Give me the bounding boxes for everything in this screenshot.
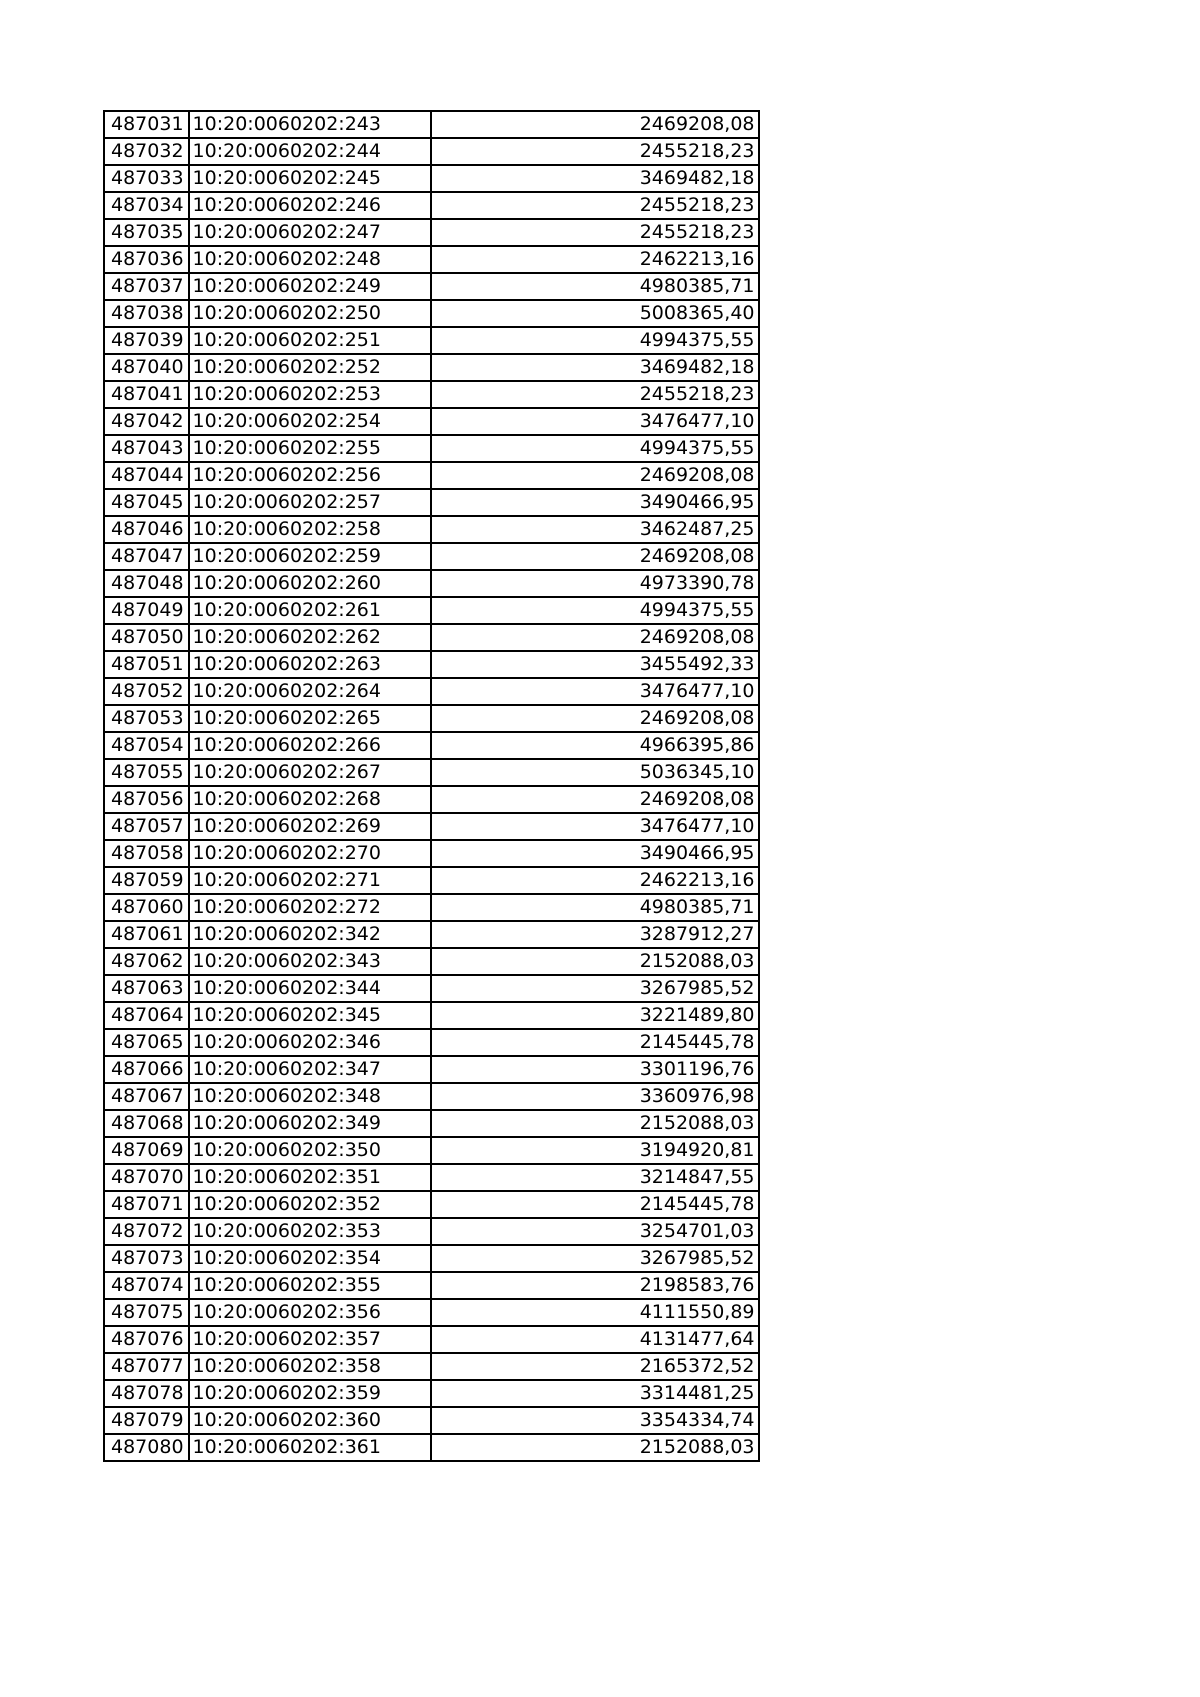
row-number-cell: 487074 — [104, 1272, 189, 1299]
row-number-cell: 487077 — [104, 1353, 189, 1380]
table-row — [104, 219, 759, 246]
value-cell: 2469208,08 — [431, 705, 759, 732]
value-cell: 4980385,71 — [431, 894, 759, 921]
table-row — [104, 921, 759, 948]
row-number-cell: 487070 — [104, 1164, 189, 1191]
cadastral-number-cell: 10:20:0060202:265 — [189, 705, 431, 732]
row-number-cell: 487076 — [104, 1326, 189, 1353]
value-cell: 4980385,71 — [431, 273, 759, 300]
cadastral-value-table — [103, 110, 760, 1462]
table-row — [104, 1353, 759, 1380]
table-row — [104, 1245, 759, 1272]
row-number-cell: 487051 — [104, 651, 189, 678]
table-row — [104, 1029, 759, 1056]
value-cell: 2469208,08 — [431, 543, 759, 570]
value-cell: 3490466,95 — [431, 840, 759, 867]
value-cell: 2165372,52 — [431, 1353, 759, 1380]
table-row — [104, 894, 759, 921]
cadastral-number-cell: 10:20:0060202:255 — [189, 435, 431, 462]
cadastral-number-cell: 10:20:0060202:358 — [189, 1353, 431, 1380]
table-row — [104, 327, 759, 354]
value-cell: 2469208,08 — [431, 462, 759, 489]
value-cell: 3455492,33 — [431, 651, 759, 678]
cadastral-number-cell: 10:20:0060202:352 — [189, 1191, 431, 1218]
table-row — [104, 516, 759, 543]
cadastral-number-cell: 10:20:0060202:245 — [189, 165, 431, 192]
table-row — [104, 597, 759, 624]
value-cell: 4111550,89 — [431, 1299, 759, 1326]
cadastral-number-cell: 10:20:0060202:359 — [189, 1380, 431, 1407]
table-row — [104, 1326, 759, 1353]
table-row — [104, 1407, 759, 1434]
table-row — [104, 165, 759, 192]
table-row — [104, 975, 759, 1002]
cadastral-number-cell: 10:20:0060202:346 — [189, 1029, 431, 1056]
row-number-cell: 487048 — [104, 570, 189, 597]
cadastral-number-cell: 10:20:0060202:360 — [189, 1407, 431, 1434]
row-number-cell: 487079 — [104, 1407, 189, 1434]
row-number-cell: 487044 — [104, 462, 189, 489]
row-number-cell: 487068 — [104, 1110, 189, 1137]
table-row — [104, 138, 759, 165]
cadastral-number-cell: 10:20:0060202:361 — [189, 1434, 431, 1461]
value-cell: 3476477,10 — [431, 408, 759, 435]
row-number-cell: 487069 — [104, 1137, 189, 1164]
cadastral-number-cell: 10:20:0060202:264 — [189, 678, 431, 705]
cadastral-number-cell: 10:20:0060202:248 — [189, 246, 431, 273]
table-body — [104, 111, 759, 1461]
value-cell: 3314481,25 — [431, 1380, 759, 1407]
cadastral-number-cell: 10:20:0060202:267 — [189, 759, 431, 786]
value-cell: 4994375,55 — [431, 327, 759, 354]
table-row — [104, 1056, 759, 1083]
value-cell: 3476477,10 — [431, 813, 759, 840]
table-row — [104, 408, 759, 435]
row-number-cell: 487067 — [104, 1083, 189, 1110]
value-cell: 2462213,16 — [431, 246, 759, 273]
row-number-cell: 487041 — [104, 381, 189, 408]
cadastral-number-cell: 10:20:0060202:254 — [189, 408, 431, 435]
row-number-cell: 487055 — [104, 759, 189, 786]
value-cell: 4973390,78 — [431, 570, 759, 597]
row-number-cell: 487078 — [104, 1380, 189, 1407]
cadastral-number-cell: 10:20:0060202:345 — [189, 1002, 431, 1029]
cadastral-number-cell: 10:20:0060202:243 — [189, 111, 431, 138]
table-row — [104, 651, 759, 678]
value-cell: 3469482,18 — [431, 354, 759, 381]
value-cell: 2152088,03 — [431, 948, 759, 975]
row-number-cell: 487033 — [104, 165, 189, 192]
table-row — [104, 867, 759, 894]
table-row — [104, 1191, 759, 1218]
table-row — [104, 1002, 759, 1029]
row-number-cell: 487052 — [104, 678, 189, 705]
row-number-cell: 487038 — [104, 300, 189, 327]
value-cell: 2469208,08 — [431, 111, 759, 138]
row-number-cell: 487039 — [104, 327, 189, 354]
cadastral-number-cell: 10:20:0060202:259 — [189, 543, 431, 570]
table-row — [104, 705, 759, 732]
value-cell: 4131477,64 — [431, 1326, 759, 1353]
table-row — [104, 1110, 759, 1137]
cadastral-number-cell: 10:20:0060202:353 — [189, 1218, 431, 1245]
cadastral-number-cell: 10:20:0060202:258 — [189, 516, 431, 543]
table-row — [104, 948, 759, 975]
table-row — [104, 759, 759, 786]
row-number-cell: 487035 — [104, 219, 189, 246]
cadastral-number-cell: 10:20:0060202:250 — [189, 300, 431, 327]
value-cell: 2145445,78 — [431, 1029, 759, 1056]
table-row — [104, 300, 759, 327]
table-row — [104, 624, 759, 651]
table-row — [104, 732, 759, 759]
cadastral-number-cell: 10:20:0060202:269 — [189, 813, 431, 840]
value-cell: 4994375,55 — [431, 597, 759, 624]
value-cell: 3301196,76 — [431, 1056, 759, 1083]
row-number-cell: 487043 — [104, 435, 189, 462]
row-number-cell: 487034 — [104, 192, 189, 219]
table-row — [104, 1380, 759, 1407]
table-row — [104, 246, 759, 273]
cadastral-number-cell: 10:20:0060202:263 — [189, 651, 431, 678]
row-number-cell: 487032 — [104, 138, 189, 165]
value-cell: 5036345,10 — [431, 759, 759, 786]
row-number-cell: 487062 — [104, 948, 189, 975]
value-cell: 2455218,23 — [431, 138, 759, 165]
table-row — [104, 1272, 759, 1299]
cadastral-number-cell: 10:20:0060202:347 — [189, 1056, 431, 1083]
value-cell: 5008365,40 — [431, 300, 759, 327]
cadastral-number-cell: 10:20:0060202:266 — [189, 732, 431, 759]
table-row — [104, 678, 759, 705]
row-number-cell: 487053 — [104, 705, 189, 732]
value-cell: 3354334,74 — [431, 1407, 759, 1434]
table-row — [104, 570, 759, 597]
row-number-cell: 487031 — [104, 111, 189, 138]
table-row — [104, 1218, 759, 1245]
value-cell: 3221489,80 — [431, 1002, 759, 1029]
row-number-cell: 487045 — [104, 489, 189, 516]
table-row — [104, 1299, 759, 1326]
table-row — [104, 435, 759, 462]
cadastral-number-cell: 10:20:0060202:256 — [189, 462, 431, 489]
cadastral-number-cell: 10:20:0060202:251 — [189, 327, 431, 354]
value-cell: 3360976,98 — [431, 1083, 759, 1110]
cadastral-number-cell: 10:20:0060202:270 — [189, 840, 431, 867]
value-cell: 2152088,03 — [431, 1110, 759, 1137]
cadastral-number-cell: 10:20:0060202:257 — [189, 489, 431, 516]
row-number-cell: 487057 — [104, 813, 189, 840]
cadastral-number-cell: 10:20:0060202:355 — [189, 1272, 431, 1299]
cadastral-number-cell: 10:20:0060202:260 — [189, 570, 431, 597]
row-number-cell: 487075 — [104, 1299, 189, 1326]
value-cell: 3267985,52 — [431, 975, 759, 1002]
table-row — [104, 273, 759, 300]
cadastral-number-cell: 10:20:0060202:252 — [189, 354, 431, 381]
row-number-cell: 487063 — [104, 975, 189, 1002]
cadastral-number-cell: 10:20:0060202:261 — [189, 597, 431, 624]
table-row — [104, 192, 759, 219]
value-cell: 3462487,25 — [431, 516, 759, 543]
row-number-cell: 487071 — [104, 1191, 189, 1218]
value-cell: 2152088,03 — [431, 1434, 759, 1461]
value-cell: 4994375,55 — [431, 435, 759, 462]
row-number-cell: 487037 — [104, 273, 189, 300]
cadastral-number-cell: 10:20:0060202:271 — [189, 867, 431, 894]
cadastral-number-cell: 10:20:0060202:272 — [189, 894, 431, 921]
table-row — [104, 786, 759, 813]
cadastral-number-cell: 10:20:0060202:249 — [189, 273, 431, 300]
row-number-cell: 487046 — [104, 516, 189, 543]
cadastral-number-cell: 10:20:0060202:246 — [189, 192, 431, 219]
row-number-cell: 487073 — [104, 1245, 189, 1272]
cadastral-number-cell: 10:20:0060202:342 — [189, 921, 431, 948]
table-row — [104, 111, 759, 138]
row-number-cell: 487066 — [104, 1056, 189, 1083]
cadastral-number-cell: 10:20:0060202:344 — [189, 975, 431, 1002]
row-number-cell: 487061 — [104, 921, 189, 948]
value-cell: 2469208,08 — [431, 624, 759, 651]
row-number-cell: 487060 — [104, 894, 189, 921]
value-cell: 3214847,55 — [431, 1164, 759, 1191]
value-cell: 2145445,78 — [431, 1191, 759, 1218]
table-row — [104, 1434, 759, 1461]
value-cell: 2455218,23 — [431, 381, 759, 408]
value-cell: 3254701,03 — [431, 1218, 759, 1245]
cadastral-number-cell: 10:20:0060202:349 — [189, 1110, 431, 1137]
table-row — [104, 543, 759, 570]
table-row — [104, 381, 759, 408]
value-cell: 2462213,16 — [431, 867, 759, 894]
cadastral-number-cell: 10:20:0060202:351 — [189, 1164, 431, 1191]
row-number-cell: 487064 — [104, 1002, 189, 1029]
value-cell: 3476477,10 — [431, 678, 759, 705]
cadastral-number-cell: 10:20:0060202:357 — [189, 1326, 431, 1353]
value-cell: 4966395,86 — [431, 732, 759, 759]
table-row — [104, 354, 759, 381]
row-number-cell: 487047 — [104, 543, 189, 570]
value-cell: 2455218,23 — [431, 219, 759, 246]
value-cell: 2455218,23 — [431, 192, 759, 219]
row-number-cell: 487050 — [104, 624, 189, 651]
row-number-cell: 487072 — [104, 1218, 189, 1245]
row-number-cell: 487056 — [104, 786, 189, 813]
table-row — [104, 489, 759, 516]
row-number-cell: 487040 — [104, 354, 189, 381]
row-number-cell: 487036 — [104, 246, 189, 273]
table-row — [104, 1137, 759, 1164]
row-number-cell: 487042 — [104, 408, 189, 435]
value-cell: 3287912,27 — [431, 921, 759, 948]
table-row — [104, 1164, 759, 1191]
value-cell: 3490466,95 — [431, 489, 759, 516]
value-cell: 2469208,08 — [431, 786, 759, 813]
cadastral-number-cell: 10:20:0060202:350 — [189, 1137, 431, 1164]
row-number-cell: 487049 — [104, 597, 189, 624]
value-cell: 2198583,76 — [431, 1272, 759, 1299]
cadastral-number-cell: 10:20:0060202:354 — [189, 1245, 431, 1272]
cadastral-number-cell: 10:20:0060202:348 — [189, 1083, 431, 1110]
row-number-cell: 487058 — [104, 840, 189, 867]
value-cell: 3194920,81 — [431, 1137, 759, 1164]
row-number-cell: 487059 — [104, 867, 189, 894]
cadastral-number-cell: 10:20:0060202:244 — [189, 138, 431, 165]
table-row — [104, 840, 759, 867]
cadastral-number-cell: 10:20:0060202:268 — [189, 786, 431, 813]
row-number-cell: 487065 — [104, 1029, 189, 1056]
table-row — [104, 462, 759, 489]
table-row — [104, 813, 759, 840]
cadastral-number-cell: 10:20:0060202:262 — [189, 624, 431, 651]
row-number-cell: 487080 — [104, 1434, 189, 1461]
cadastral-number-cell: 10:20:0060202:253 — [189, 381, 431, 408]
value-cell: 3267985,52 — [431, 1245, 759, 1272]
table-row — [104, 1083, 759, 1110]
value-cell: 3469482,18 — [431, 165, 759, 192]
cadastral-number-cell: 10:20:0060202:356 — [189, 1299, 431, 1326]
cadastral-number-cell: 10:20:0060202:247 — [189, 219, 431, 246]
row-number-cell: 487054 — [104, 732, 189, 759]
cadastral-number-cell: 10:20:0060202:343 — [189, 948, 431, 975]
